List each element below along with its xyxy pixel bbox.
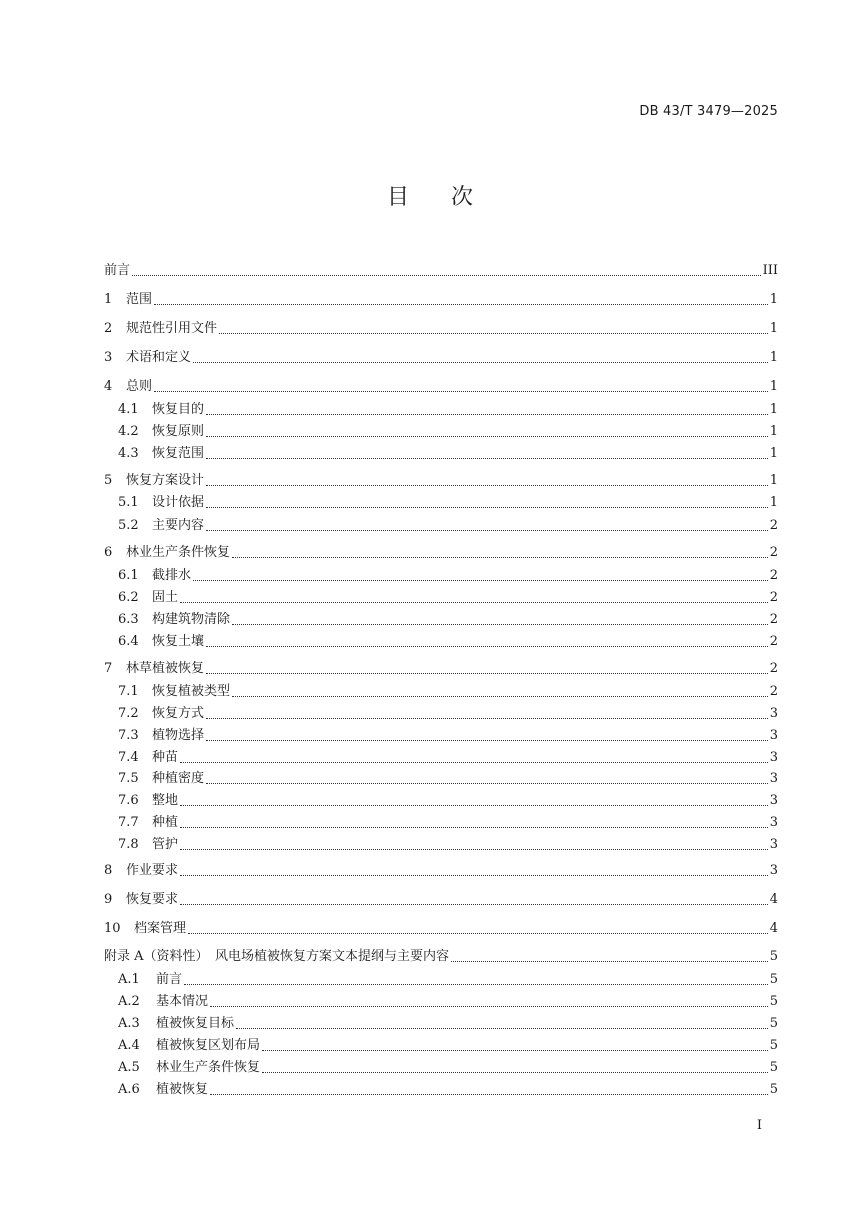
dot-leader: [184, 983, 768, 985]
toc-entry-number: 5: [104, 473, 113, 488]
toc-entry[interactable]: [104, 948, 778, 966]
toc-entry-label: 术语和定义: [126, 350, 192, 365]
toc-entry-page: 5: [769, 949, 778, 964]
toc-entry-label: 恢复方案设计: [126, 473, 205, 488]
toc-entry[interactable]: [118, 993, 778, 1011]
toc-entry-label: 恢复范围: [152, 446, 205, 461]
dot-leader: [180, 826, 768, 828]
dot-leader: [188, 932, 768, 934]
toc-entry-page: 5: [769, 972, 778, 987]
toc-entry[interactable]: [104, 920, 778, 938]
toc-entry[interactable]: [104, 349, 778, 367]
toc-entry-number: 7.7: [118, 815, 139, 830]
toc-entry-label: 主要内容: [152, 518, 205, 533]
toc-entry-label: 植被恢复: [156, 1082, 209, 1097]
toc-entry-number: 10: [104, 921, 121, 936]
toc-entry-label: 管护: [152, 837, 179, 852]
dot-leader: [206, 672, 768, 674]
toc-entry-page: 5: [769, 1060, 778, 1075]
toc-entry[interactable]: [118, 792, 778, 810]
toc-entry[interactable]: [118, 1081, 778, 1099]
toc-entry-label: 林业生产条件恢复: [126, 545, 231, 560]
toc-entry-number: A.2: [118, 994, 140, 1009]
dot-leader: [154, 303, 768, 305]
dot-leader: [210, 1093, 768, 1095]
toc-entry-label: 恢复植被类型: [152, 684, 231, 699]
toc-title-char-1: 目: [386, 185, 409, 210]
toc-entry-label: 前言: [156, 972, 183, 987]
dot-leader: [180, 761, 768, 763]
toc-entry-number: A.6: [118, 1082, 140, 1097]
dot-leader: [236, 1027, 768, 1029]
toc-entry-number: 6: [104, 545, 113, 560]
toc-entry-number: 5.2: [118, 518, 139, 533]
toc-entry-number: 5.1: [118, 495, 139, 510]
toc-title: [0, 180, 860, 211]
toc-entry-page: 5: [769, 1016, 778, 1031]
toc-entry-number: A.3: [118, 1016, 140, 1031]
toc-entry[interactable]: [118, 517, 778, 535]
toc-entry-number: 3: [104, 350, 113, 365]
toc-entry-label: 作业要求: [126, 863, 179, 878]
toc-entry-number: 7.1: [118, 684, 139, 699]
dot-leader: [206, 782, 768, 784]
toc-entry-label: 截排水: [152, 568, 192, 583]
toc-entry[interactable]: [104, 660, 778, 678]
toc-entry-label: 林业生产条件恢复: [156, 1060, 261, 1075]
toc-entry-label: 基本情况: [156, 994, 209, 1009]
toc-entry-number: A.1: [118, 972, 140, 987]
toc-entry-page: 3: [769, 750, 778, 765]
toc-entry-page: 1: [769, 350, 778, 365]
toc-entry-label: 总则: [126, 379, 153, 394]
dot-leader: [180, 804, 768, 806]
toc-entry-page: 2: [769, 568, 778, 583]
dot-leader: [132, 274, 761, 276]
toc-entry-page: 1: [769, 379, 778, 394]
toc-entry-label: 设计依据: [152, 495, 205, 510]
toc-entry[interactable]: [118, 1015, 778, 1033]
dot-leader: [206, 457, 768, 459]
dot-leader: [206, 506, 768, 508]
toc-entry-number: 4: [104, 379, 113, 394]
toc-entry[interactable]: [118, 1037, 778, 1055]
toc-entry-number: 6.2: [118, 590, 139, 605]
toc-entry-page: III: [762, 263, 778, 278]
toc-entry[interactable]: [118, 727, 778, 745]
toc-entry-number: 6.1: [118, 568, 139, 583]
toc-entry-number: 4.3: [118, 446, 139, 461]
toc-entry[interactable]: [104, 378, 778, 396]
toc-entry[interactable]: [118, 814, 778, 832]
footer-page-number: I: [756, 1118, 762, 1133]
toc-entry-page: 3: [769, 863, 778, 878]
toc-entry[interactable]: [118, 567, 778, 585]
toc-entry-label: 植物选择: [152, 728, 205, 743]
dot-leader: [210, 1005, 768, 1007]
toc-entry[interactable]: [104, 262, 778, 280]
toc-entry-number: 8: [104, 863, 113, 878]
toc-entry-label: 林草植被恢复: [126, 661, 205, 676]
dot-leader: [206, 484, 768, 486]
toc-entry-label: 整地: [152, 793, 179, 808]
toc-entry[interactable]: [104, 320, 778, 338]
toc-entry[interactable]: [104, 862, 778, 880]
dot-leader: [232, 623, 768, 625]
toc-entry-label: 种植密度: [152, 771, 205, 786]
toc-entry-label: 种苗: [152, 750, 179, 765]
toc-entry-page: 2: [769, 684, 778, 699]
toc-entry-number: 7.2: [118, 706, 139, 721]
toc-entry-label: 恢复目的: [152, 402, 205, 417]
toc-entry[interactable]: [118, 494, 778, 512]
toc-entry-page: 1: [769, 424, 778, 439]
toc-entry[interactable]: [118, 445, 778, 463]
toc-entry-number: 6.3: [118, 612, 139, 627]
dot-leader: [451, 960, 768, 962]
toc-entry-label: 恢复方式: [152, 706, 205, 721]
toc-entry-page: 2: [769, 518, 778, 533]
toc-entry-number: 1: [104, 292, 113, 307]
toc-entry-page: 3: [769, 815, 778, 830]
dot-leader: [180, 601, 768, 603]
toc-entry-label: 构建筑物清除: [152, 612, 231, 627]
toc-entry-page: 4: [769, 921, 778, 936]
toc-entry-number: A.5: [118, 1060, 140, 1075]
toc-entry-label: 固土: [152, 590, 179, 605]
toc-entry-label: 前言: [104, 263, 131, 278]
toc-entry[interactable]: [118, 971, 778, 989]
toc-entry-number: 7.3: [118, 728, 139, 743]
dot-leader: [262, 1071, 768, 1073]
toc-entry[interactable]: [118, 1059, 778, 1077]
toc-entry-page: 3: [769, 771, 778, 786]
toc-entry-page: 3: [769, 728, 778, 743]
dot-leader: [262, 1049, 768, 1051]
dot-leader: [193, 361, 768, 363]
dot-leader: [206, 529, 768, 531]
toc-entry[interactable]: [118, 423, 778, 441]
toc-entry-number: 6.4: [118, 634, 139, 649]
toc-entry-page: 2: [769, 661, 778, 676]
toc-entry-number: 4.2: [118, 424, 139, 439]
toc-entry-number: 9: [104, 892, 113, 907]
toc-entry-label: 恢复要求: [126, 892, 179, 907]
toc-entry-label: 附录 A（资料性） 风电场植被恢复方案文本提纲与主要内容: [104, 949, 450, 964]
toc-entry-label: 档案管理: [134, 921, 187, 936]
toc-entry-label: 规范性引用文件: [126, 321, 218, 336]
standard-code: DB 43/T 3479—2025: [639, 104, 778, 119]
dot-leader: [206, 435, 768, 437]
toc-entry-page: 1: [769, 495, 778, 510]
toc-entry-number: 7: [104, 661, 113, 676]
toc-entry-page: 2: [769, 590, 778, 605]
toc-entry[interactable]: [104, 891, 778, 909]
dot-leader: [206, 645, 768, 647]
toc-entry-label: 恢复土壤: [152, 634, 205, 649]
toc-entry-number: 2: [104, 321, 113, 336]
toc-entry-page: 3: [769, 706, 778, 721]
toc-entry[interactable]: [118, 633, 778, 651]
toc-entry-page: 1: [769, 446, 778, 461]
dot-leader: [180, 874, 768, 876]
dot-leader: [206, 413, 768, 415]
toc-entry-label: 植被恢复目标: [156, 1016, 235, 1031]
toc-entry-number: 7.8: [118, 837, 139, 852]
toc-entry-label: 恢复原则: [152, 424, 205, 439]
toc-entry-number: A.4: [118, 1038, 140, 1053]
toc-entry-page: 1: [769, 321, 778, 336]
toc-entry[interactable]: [104, 544, 778, 562]
toc-entry-label: 植被恢复区划布局: [156, 1038, 261, 1053]
toc-entry-label: 范围: [126, 292, 153, 307]
toc-entry-page: 5: [769, 994, 778, 1009]
toc-entry[interactable]: [118, 770, 778, 788]
dot-leader: [154, 390, 768, 392]
toc-entry-page: 2: [769, 545, 778, 560]
dot-leader: [232, 695, 768, 697]
toc-entry[interactable]: [118, 683, 778, 701]
toc-entry-page: 1: [769, 292, 778, 307]
toc-entry[interactable]: [118, 589, 778, 607]
toc-entry-number: 7.4: [118, 750, 139, 765]
dot-leader: [206, 717, 768, 719]
toc-entry-number: 7.5: [118, 771, 139, 786]
toc-entry[interactable]: [118, 836, 778, 854]
toc-entry-page: 3: [769, 837, 778, 852]
toc-entry[interactable]: [104, 291, 778, 309]
toc-entry-page: 2: [769, 612, 778, 627]
dot-leader: [219, 332, 768, 334]
dot-leader: [193, 579, 768, 581]
toc-entry-page: 4: [769, 892, 778, 907]
dot-leader: [180, 848, 768, 850]
toc-entry-page: 2: [769, 634, 778, 649]
toc-title-char-2: 次: [451, 185, 474, 210]
toc-entry-page: 1: [769, 473, 778, 488]
dot-leader: [232, 556, 768, 558]
toc-entry-page: 5: [769, 1038, 778, 1053]
toc-entry[interactable]: [118, 611, 778, 629]
toc-entry-page: 3: [769, 793, 778, 808]
toc-entry-number: 4.1: [118, 402, 139, 417]
toc-entry[interactable]: [118, 749, 778, 767]
toc-entry-page: 1: [769, 402, 778, 417]
toc-entry[interactable]: [104, 472, 778, 490]
toc-entry-page: 5: [769, 1082, 778, 1097]
toc-entry-label: 种植: [152, 815, 179, 830]
dot-leader: [206, 739, 768, 741]
toc-entry[interactable]: [118, 401, 778, 419]
toc-entry-number: 7.6: [118, 793, 139, 808]
toc-entry[interactable]: [118, 705, 778, 723]
dot-leader: [180, 903, 768, 905]
